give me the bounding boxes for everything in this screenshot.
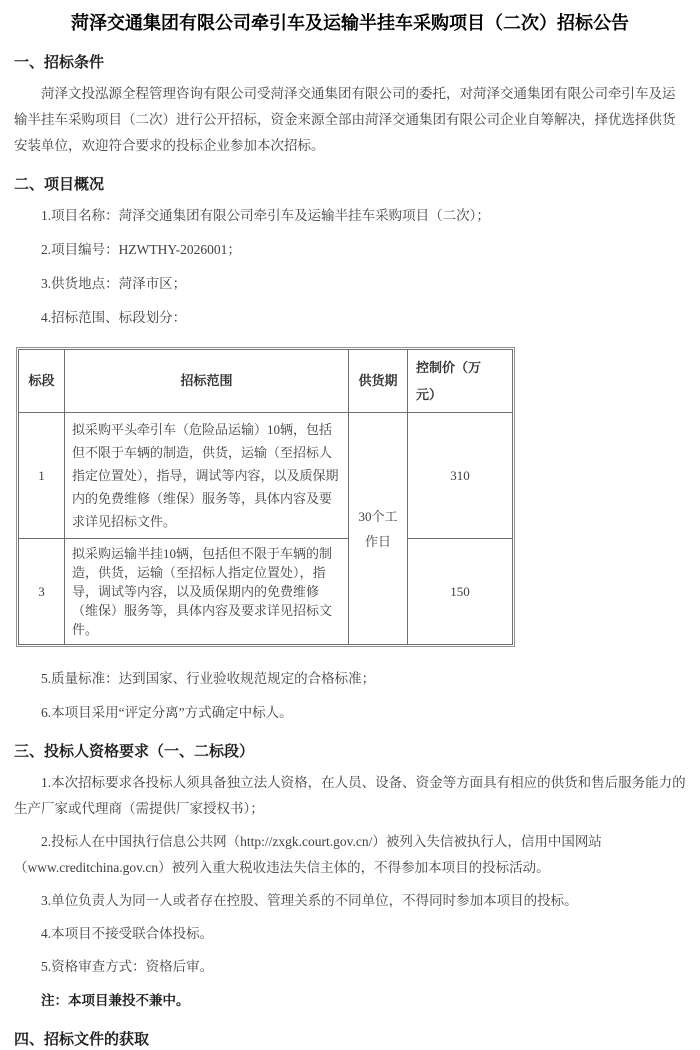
qualification-item-1: 1.本次招标要求各投标人须具备独立法人资格，在人员、设备、资金等方面具有相应的供货和售后服务能力的生产厂家或代理商（需提供厂家授权书）； [14, 775, 686, 816]
qualification-item-2: 2.投标人在中国执行信息公共网（http://zxgk.court.gov.cn/）被列入失信被执行人，信用中国网站（www.creditchina.gov.cn）被列入重大税收违法失信主体的，不得参加本项目的投标活动。 [14, 834, 602, 875]
section-4-heading: 四、招标文件的获取 [14, 1032, 150, 1048]
header-period: 供货期 [349, 350, 408, 413]
qualification-item-3: 3.单位负责人为同一人或者存在控股、管理关系的不同单位，不得同时参加本项目的投标。 [41, 893, 578, 908]
scope-division-item: 4.招标范围、标段划分： [41, 310, 187, 325]
note-text: 注：本项目兼投不兼中。 [41, 993, 190, 1008]
project-name-item: 1.项目名称：菏泽交通集团有限公司牵引车及运输半挂车采购项目（二次）； [41, 208, 490, 223]
section-3-heading: 三、投标人资格要求（一、二标段） [14, 744, 255, 760]
section-1-heading: 一、招标条件 [14, 55, 105, 71]
scope-cell: 拟采购运输半挂10辆，包括但不限于车辆的制造，供货，运输（至招标人指定位置处），指导，调试等内容，以及质保期内的免费维修（维保）服务等，具体内容及要求详见招标文件。 [65, 539, 349, 645]
qualification-item-5: 5.资格审查方式：资格后审。 [41, 959, 214, 974]
control-price-cell: 150 [408, 539, 513, 645]
header-price-label: 控制价（万元） [416, 360, 482, 402]
lot-number-cell: 1 [19, 413, 65, 539]
lot-table-frame [16, 347, 515, 647]
header-price [408, 350, 513, 413]
delivery-location-item: 3.供货地点：菏泽市区； [41, 276, 187, 291]
page-title: 菏泽交通集团有限公司牵引车及运输半挂车采购项目（二次）招标公告 [71, 13, 629, 33]
qualification-item-4: 4.本项目不接受联合体投标。 [41, 926, 214, 941]
award-method-item: 6.本项目采用“评定分离”方式确定中标人。 [41, 705, 293, 720]
table-header-row [19, 350, 513, 413]
section-2-heading: 二、项目概况 [14, 177, 105, 193]
table-row [19, 413, 513, 539]
table-row [19, 539, 513, 645]
lot-number-cell: 3 [19, 539, 65, 645]
project-number-item: 2.项目编号：HZWTHY-2026001； [41, 242, 241, 257]
header-lot: 标段 [19, 350, 65, 413]
quality-standard-item: 5.质量标准：达到国家、行业验收规范规定的合格标准； [41, 671, 376, 686]
scope-cell: 拟采购平头牵引车（危险品运输）10辆，包括但不限于车辆的制造，供货，运输（至招标人指定位置处），指导，调试等内容，以及质保期内的免费维修（维保）服务等，具体内容及要求详见招标文件。 [65, 413, 349, 539]
lot-table [18, 349, 513, 645]
section-1-paragraph: 菏泽文投泓源全程管理咨询有限公司受菏泽交通集团有限公司的委托，对菏泽交通集团有限公司牵引车及运输半挂车采购项目（二次）进行公开招标，资金来源全部由菏泽交通集团有限公司企业自筹解决，择优选择供货安装单位，欢迎符合要求的投标企业参加本次招标。 [14, 86, 676, 153]
delivery-period-cell: 30个工作日 [349, 413, 408, 645]
control-price-cell: 310 [408, 413, 513, 539]
header-scope: 招标范围 [65, 350, 349, 413]
